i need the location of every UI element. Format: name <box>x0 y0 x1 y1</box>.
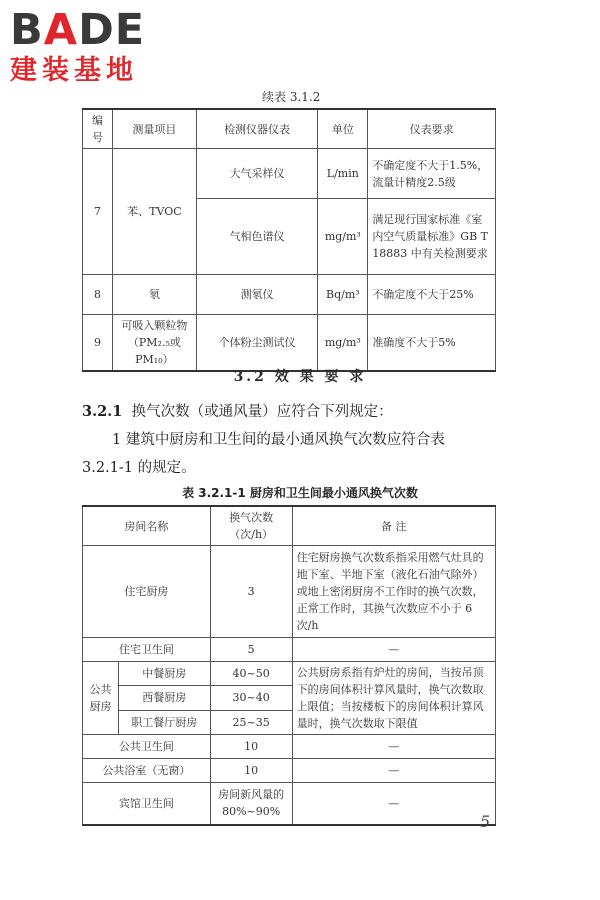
cell-requirement: 不确定度不大于1.5%，流量计精度2.5级 <box>368 149 496 199</box>
table2 <box>82 505 496 826</box>
header-cell: 编号 <box>83 109 113 149</box>
section-title: 3.2 效 果 要 求 <box>233 369 367 385</box>
cell-item: 可吸入颗粒物（PM₂.₅或 PM₁₀） <box>112 315 196 372</box>
table-row <box>83 638 496 662</box>
cell-rate: 25~35 <box>210 710 292 734</box>
cell-note: 公共厨房系指有炉灶的房间，当按吊顶下的房间体积计算风量时，换气次数取上限值；当按楼板下的房间体积计算风量时，换气次数取下限值 <box>292 662 495 735</box>
cell-requirement: 不确定度不大于25% <box>368 275 496 315</box>
clause-number: 3.2.1 <box>82 403 123 420</box>
table-row <box>83 662 496 686</box>
clause-3-2-1 <box>82 398 393 426</box>
clause-item-line1: 1 建筑中厨房和卫生间的最小通风换气次数应符合表 <box>112 432 445 448</box>
cell-instrument: 大气采样仪 <box>196 149 318 199</box>
cell-unit: Bq/m³ <box>318 275 368 315</box>
cell-rate: 5 <box>210 638 292 662</box>
cell-rate: 10 <box>210 735 292 759</box>
cell-requirement: 准确度不大于5% <box>368 315 496 372</box>
cell-rate: 40~50 <box>210 662 292 686</box>
header-cell: 备 注 <box>292 506 495 546</box>
cell-note: — <box>292 735 495 759</box>
table-row <box>83 315 496 372</box>
cell-note: 住宅厨房换气次数系指采用燃气灶具的地下室、半地下室（液化石油气除外）或地上密闭厨房不工作时的换气次数，正常工作时，其换气次数应不小于 6 次/h <box>292 546 495 638</box>
cell-room: 职工餐厅厨房 <box>118 710 210 734</box>
cell-room: 公共卫生间 <box>83 735 211 759</box>
table-header-row <box>83 109 496 149</box>
header-cell: 换气次数（次/h） <box>210 506 292 546</box>
table1 <box>82 108 496 372</box>
cell-item: 苯、TVOC <box>112 149 196 275</box>
header-cell: 仪表要求 <box>368 109 496 149</box>
cell-number: 7 <box>83 149 113 275</box>
header-cell: 房间名称 <box>83 506 211 546</box>
cell-rate: 3 <box>210 546 292 638</box>
cell-note: — <box>292 783 495 825</box>
page-number: 5 <box>480 812 491 831</box>
cell-room: 住宅卫生间 <box>83 638 211 662</box>
table-row <box>83 759 496 783</box>
logo-chinese: 建装基地 <box>10 55 138 86</box>
cell-room: 西餐厨房 <box>118 686 210 710</box>
cell-room: 住宅厨房 <box>83 546 211 638</box>
table-row <box>83 735 496 759</box>
cell-room: 公共浴室（无窗） <box>83 759 211 783</box>
header-cell: 测量项目 <box>112 109 196 149</box>
table-row <box>83 275 496 315</box>
table-header-row <box>83 506 496 546</box>
table-row <box>83 783 496 825</box>
cell-room: 宾馆卫生间 <box>83 783 211 825</box>
cell-instrument: 测氡仪 <box>196 275 318 315</box>
header-cell: 单位 <box>318 109 368 149</box>
table1-caption: 续表 3.1.2 <box>262 90 321 104</box>
cell-unit: mg/m³ <box>318 199 368 275</box>
cell-group: 公共厨房 <box>83 662 119 735</box>
cell-note: — <box>292 759 495 783</box>
cell-instrument: 个体粉尘测试仪 <box>196 315 318 372</box>
logo <box>10 6 180 88</box>
cell-item: 氡 <box>112 275 196 315</box>
cell-room: 中餐厨房 <box>118 662 210 686</box>
cell-unit: L/min <box>318 149 368 199</box>
clause-item-line2: 3.2.1-1 的规定。 <box>82 460 196 476</box>
clause-text: 换气次数（或通风量）应符合下列规定： <box>131 404 393 420</box>
cell-rate: 10 <box>210 759 292 783</box>
cell-number: 9 <box>83 315 113 372</box>
cell-rate: 房间新风量的80%~90% <box>210 783 292 825</box>
cell-unit: mg/m³ <box>318 315 368 372</box>
table-row <box>83 546 496 638</box>
header-cell: 检测仪器仪表 <box>196 109 318 149</box>
table2-caption: 表 3.2.1-1 厨房和卫生间最小通风换气次数 <box>182 486 418 500</box>
cell-note: — <box>292 638 495 662</box>
cell-requirement: 满足现行国家标准《室内空气质量标准》GB T 18883 中有关检测要求 <box>368 199 496 275</box>
cell-rate: 30~40 <box>210 686 292 710</box>
table-row <box>83 149 496 199</box>
cell-instrument: 气相色谱仪 <box>196 199 318 275</box>
cell-number: 8 <box>83 275 113 315</box>
logo-wordmark: BADE <box>10 5 146 55</box>
